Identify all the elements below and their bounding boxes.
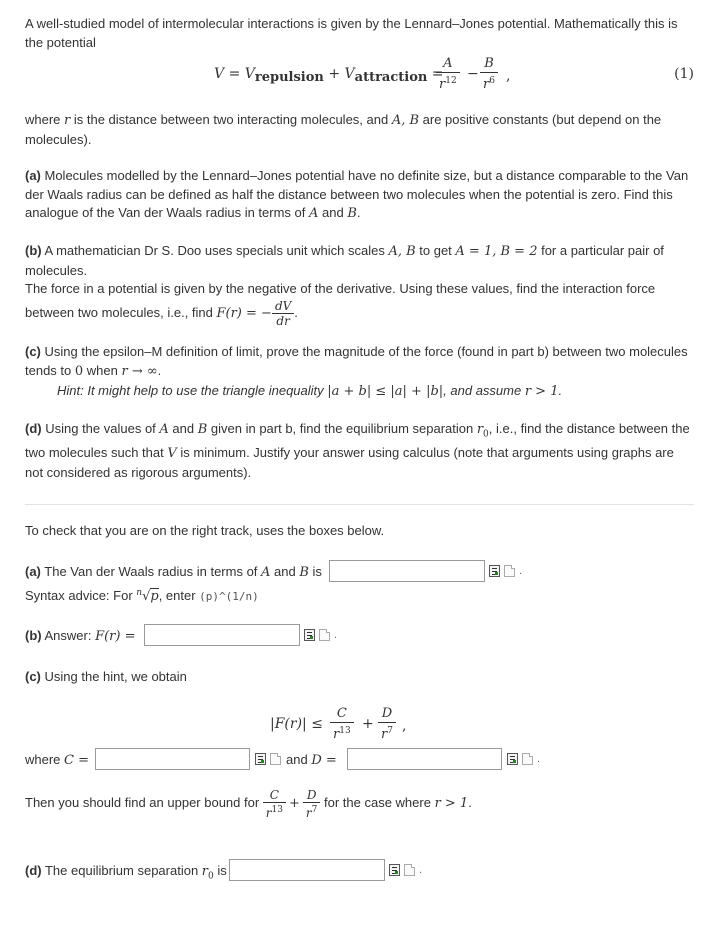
then-post: for the case where bbox=[320, 795, 435, 810]
check-d-is: is bbox=[213, 863, 227, 878]
eq-vrep: V bbox=[244, 66, 255, 82]
part-a-B: B bbox=[347, 206, 357, 221]
blank-page-icon[interactable] bbox=[522, 753, 533, 765]
part-d-text3: , i.e., find the distance between the two molecules such that bbox=[25, 421, 690, 461]
frac-dv-dr bbox=[272, 299, 294, 328]
frac-a-den bbox=[436, 72, 460, 93]
part-b-text4: The force in a potential is given by the negative of the derivative. Using these values, find the interaction force between two molecules, i.e., find bbox=[25, 281, 656, 320]
where-mid: is the distance between two interacting molecules, and bbox=[70, 112, 392, 127]
answer-b-icons bbox=[304, 629, 337, 641]
check-b-tag: (b) bbox=[25, 628, 42, 643]
then-d-num: D bbox=[306, 787, 317, 802]
preview-icon[interactable] bbox=[255, 753, 266, 765]
frac-c-den bbox=[330, 722, 354, 743]
check-c-then bbox=[25, 786, 695, 821]
section-divider bbox=[25, 504, 694, 505]
part-b-text1: A mathematician Dr S. Doo uses specials unit which scales bbox=[41, 243, 389, 258]
where-ab: A, B bbox=[391, 113, 420, 128]
bound-equation bbox=[270, 706, 440, 746]
check-a-A: A bbox=[261, 565, 271, 580]
answer-b-input[interactable] bbox=[144, 624, 300, 646]
eq-vatt: V bbox=[344, 66, 355, 82]
part-c bbox=[25, 343, 695, 381]
hint-pre: Hint: It might help to use the triangle inequality bbox=[57, 383, 328, 398]
bound-comma: , bbox=[402, 718, 407, 734]
equation-number: (1) bbox=[674, 66, 694, 82]
and-D-eq: D = bbox=[311, 753, 337, 768]
frac-c-r13 bbox=[330, 706, 354, 743]
frac-c-exp: 13 bbox=[339, 726, 351, 736]
answer-d-input[interactable] bbox=[229, 859, 385, 881]
root-p: p bbox=[150, 589, 159, 604]
then-frac-c bbox=[263, 788, 286, 820]
check-a-label bbox=[25, 563, 335, 583]
frac-b-r6 bbox=[480, 56, 498, 93]
answer-d-icons bbox=[389, 864, 422, 876]
frac-d-exp: 7 bbox=[387, 726, 393, 736]
part-d-text4: is minimum. Justify your answer using calculus (note that arguments using graphs are not considered as rigorous arguments). bbox=[25, 445, 674, 480]
hint-r: r > 1 bbox=[524, 384, 559, 399]
where-post: are positive constants (but depend on the molecules). bbox=[25, 112, 662, 147]
bound-ineq: |F(r)| ≤ bbox=[270, 716, 323, 732]
check-d-label bbox=[25, 862, 235, 886]
part-d-text2: given in part b, find the equilibrium separation bbox=[207, 421, 477, 436]
part-c-text2: when bbox=[83, 362, 122, 378]
syntax-mid: , enter bbox=[158, 588, 200, 603]
frac-a-r: r bbox=[439, 77, 446, 92]
answer-b-dot: . bbox=[334, 629, 338, 641]
part-d-V: V bbox=[167, 446, 177, 462]
part-b-ab: A, B bbox=[388, 244, 416, 259]
blank-page-icon[interactable] bbox=[319, 629, 330, 641]
blank-page-icon[interactable] bbox=[270, 753, 281, 765]
then-c-num: C bbox=[269, 787, 279, 802]
part-b bbox=[25, 242, 695, 328]
hint-mid: , and assume bbox=[443, 383, 525, 398]
answer-c-D-input[interactable] bbox=[347, 748, 502, 770]
preview-icon[interactable] bbox=[304, 629, 315, 641]
frac-b-r: r bbox=[483, 77, 490, 92]
syntax-advice bbox=[25, 584, 695, 607]
check-c-label bbox=[25, 668, 695, 687]
part-b-values: A = 1, B = 2 bbox=[455, 244, 538, 259]
intro-paragraph bbox=[25, 15, 695, 52]
part-c-label: (c) bbox=[25, 344, 41, 359]
part-a-text: Molecules modelled by the Lennard–Jones potential have no definite size, but a distance comparable to the Van der Waals radius can be defined as half the distance between two molecules when the potential is zero. Find this analogue of the Van der Waals radius in terms of bbox=[25, 168, 689, 220]
preview-icon[interactable] bbox=[507, 753, 518, 765]
part-d-B: B bbox=[197, 422, 208, 437]
part-c-zero: 0 bbox=[74, 363, 84, 379]
preview-icon[interactable] bbox=[389, 864, 400, 876]
intro-text: A well-studied model of intermolecular interactions is given by the Lennard–Jones potential. Mathematically this is the potential bbox=[25, 16, 678, 50]
eq-plus: + bbox=[328, 66, 341, 82]
part-c-limit: r → ∞ bbox=[121, 363, 158, 379]
part-d-r0sub: 0 bbox=[483, 429, 489, 440]
frac-d-r: r bbox=[381, 727, 388, 742]
hint-end: . bbox=[558, 383, 563, 398]
part-b-text3: for a particular pair of molecules. bbox=[25, 243, 664, 278]
check-d-sub: 0 bbox=[208, 871, 214, 882]
part-a-end: . bbox=[356, 205, 361, 220]
eq-att-sub: attraction bbox=[354, 70, 428, 85]
eq-comma: , bbox=[506, 68, 511, 84]
part-a-label: (a) bbox=[25, 168, 41, 183]
answer-a-input[interactable] bbox=[329, 560, 485, 582]
answer-a-dot: . bbox=[519, 565, 523, 577]
eq-rep-sub: repulsion bbox=[254, 70, 324, 85]
part-a bbox=[25, 167, 695, 224]
nth-root: $^n$√p bbox=[136, 588, 159, 604]
part-b-F: F(r) = − bbox=[216, 305, 272, 321]
part-c-hint bbox=[57, 382, 697, 402]
part-d-label: (d) bbox=[25, 421, 42, 436]
and-D-text: and bbox=[286, 752, 312, 767]
blank-page-icon[interactable] bbox=[404, 864, 415, 876]
then-d-r: r bbox=[305, 805, 312, 820]
answer-c-C-icons bbox=[255, 753, 281, 765]
intro-where bbox=[25, 111, 695, 149]
frac-d-r7 bbox=[378, 706, 396, 743]
frac-a-num: A bbox=[443, 56, 453, 71]
part-b-end: . bbox=[294, 304, 298, 320]
then-plus: + bbox=[289, 796, 300, 811]
check-intro: To check that you are on the right track, uses the boxes below. bbox=[25, 523, 385, 538]
check-b-text: Answer: bbox=[41, 628, 96, 643]
part-d-and: and bbox=[168, 421, 198, 436]
part-d-A: A bbox=[159, 422, 169, 437]
frac-a-r12 bbox=[436, 56, 460, 93]
where-C: C = bbox=[64, 753, 90, 768]
then-d-exp: 7 bbox=[311, 804, 318, 815]
then-c-r: r bbox=[265, 805, 272, 820]
check-a-B: B bbox=[299, 565, 309, 580]
eq-equals-2: = bbox=[431, 66, 444, 82]
then-d-den bbox=[303, 802, 320, 820]
check-d-tag: (d) bbox=[25, 863, 42, 878]
where-pre: where bbox=[25, 112, 65, 127]
bound-plus: + bbox=[362, 716, 374, 732]
part-a-A: A bbox=[309, 206, 319, 221]
frac-b-exp: 6 bbox=[489, 76, 495, 86]
answer-c-C-input[interactable] bbox=[95, 748, 250, 770]
part-d-r0: r bbox=[476, 422, 484, 437]
check-c-where bbox=[25, 751, 95, 771]
check-a-text: The Van der Waals radius in terms of bbox=[40, 564, 262, 579]
frac-b-num: B bbox=[484, 56, 494, 71]
where-text: where bbox=[25, 752, 65, 767]
syntax-pre: Syntax advice: For bbox=[25, 588, 137, 603]
then-text: Then you should find an upper bound for bbox=[25, 795, 263, 810]
check-c-text: Using the hint, we obtain bbox=[40, 669, 187, 684]
eq-v: V bbox=[214, 66, 225, 82]
then-c-den bbox=[263, 802, 286, 820]
blank-page-icon[interactable] bbox=[504, 565, 515, 577]
where-r: r bbox=[64, 113, 71, 128]
answer-a-icons bbox=[489, 565, 522, 577]
frac-b-den bbox=[480, 72, 498, 93]
then-end: . bbox=[468, 795, 472, 810]
and-D-label bbox=[286, 751, 350, 771]
answer-c-dot: . bbox=[537, 753, 541, 765]
check-a-is: is bbox=[308, 564, 322, 579]
check-c-tag: (c) bbox=[25, 669, 41, 684]
frac-d-den bbox=[378, 722, 396, 743]
then-frac-d bbox=[303, 788, 320, 820]
part-b-text2: to get bbox=[415, 243, 456, 258]
syntax-code: (p)^(1/n) bbox=[199, 590, 259, 603]
check-b-label bbox=[25, 627, 145, 647]
part-c-text1: Using the epsilon–M definition of limit, prove the magnitude of the force (found in part b) between two molecules tends to bbox=[25, 344, 688, 378]
frac-a-exp: 12 bbox=[445, 76, 457, 86]
eq-minus: − bbox=[467, 66, 479, 82]
frac-dr: dr bbox=[272, 313, 294, 328]
hint-ineq: |a + b| ≤ |a| + |b| bbox=[327, 384, 444, 399]
check-a-and: and bbox=[270, 564, 300, 579]
part-d bbox=[25, 420, 695, 482]
frac-c-r: r bbox=[333, 727, 340, 742]
answer-c-D-icons bbox=[507, 753, 540, 765]
frac-dv: dV bbox=[274, 298, 292, 313]
part-c-end: . bbox=[157, 362, 162, 378]
root-n: n bbox=[136, 588, 143, 598]
check-b-F: F(r) = bbox=[95, 629, 136, 644]
then-c-exp: 13 bbox=[271, 804, 283, 815]
frac-c-num: C bbox=[336, 706, 347, 721]
preview-icon[interactable] bbox=[489, 565, 500, 577]
check-d-r: r bbox=[201, 864, 209, 879]
part-a-and: and bbox=[318, 205, 348, 220]
check-d-text: The equilibrium separation bbox=[41, 863, 202, 878]
part-d-text1: Using the values of bbox=[41, 421, 160, 436]
then-r: r > 1 bbox=[434, 796, 469, 811]
check-a-tag: (a) bbox=[25, 564, 41, 579]
frac-d-num: D bbox=[381, 706, 393, 721]
answer-d-dot: . bbox=[419, 864, 423, 876]
eq-equals: = bbox=[228, 66, 241, 82]
part-b-label: (b) bbox=[25, 243, 42, 258]
